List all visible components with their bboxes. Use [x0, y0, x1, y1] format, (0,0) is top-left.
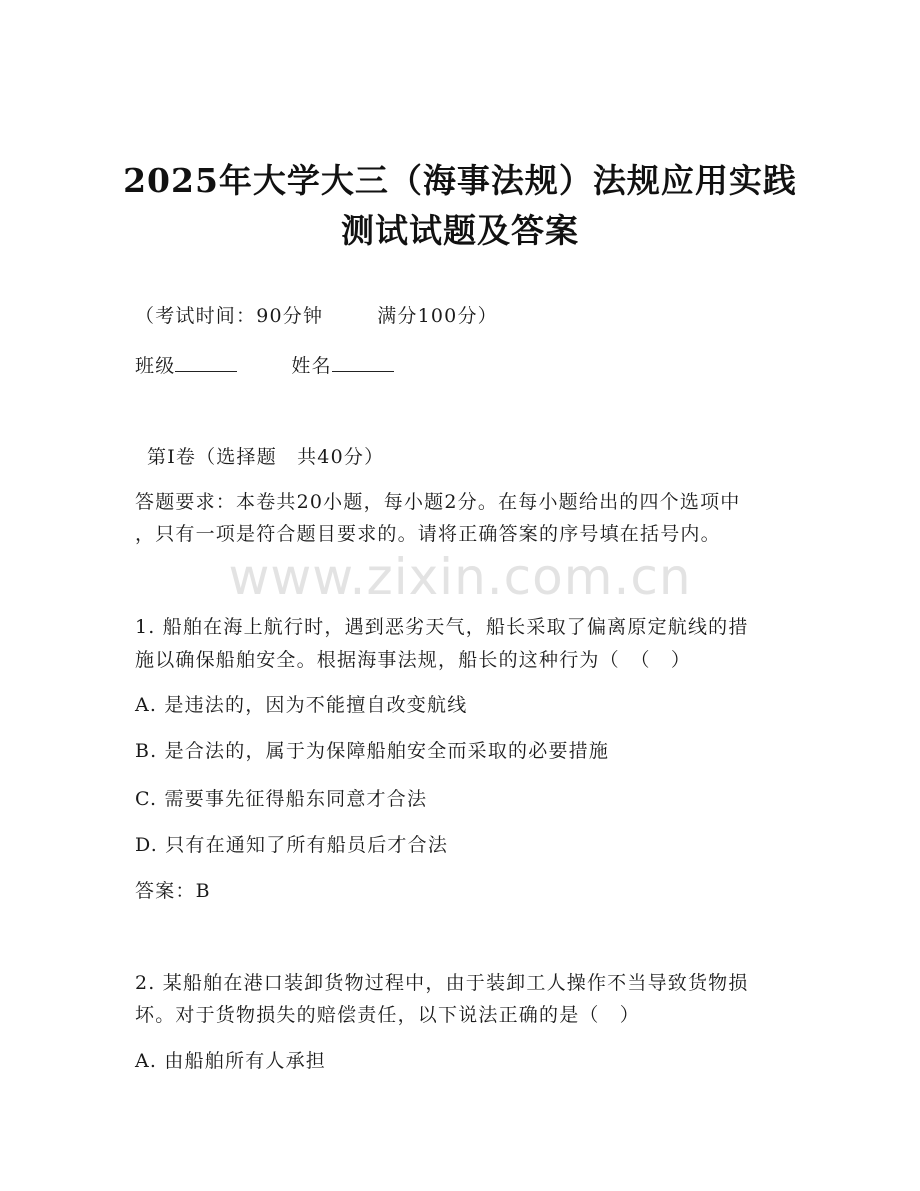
class-label: 班级 [135, 355, 176, 377]
question-1-stem-line-2: 施以确保船舶安全。根据海事法规，船长的这种行为（ （ ） [135, 649, 692, 671]
question-1-answer: 答案：B [135, 880, 211, 902]
question-2-option-a: A. 由船舶所有人承担 [135, 1050, 327, 1072]
exam-info [135, 301, 498, 328]
question-2-stem-line-1: 2. 某船舶在港口装卸货物过程中，由于装卸工人操作不当导致货物损 [135, 972, 749, 994]
question-1-option-c: C. 需要事先征得船东同意才合法 [135, 788, 428, 810]
requirement-line-2: ，只有一项是符合题目要求的。请将正确答案的序号填在括号内。 [135, 523, 721, 545]
question-1-stem-line-1: 1. 船舶在海上航行时，遇到恶劣天气，船长采取了偏离原定航线的措 [135, 616, 749, 638]
name-label: 姓名 [291, 355, 332, 377]
section-heading: 第Ⅰ卷（选择题 共40分） [147, 446, 385, 468]
question-1-option-d: D. 只有在通知了所有船员后才合法 [135, 834, 449, 856]
exam-score: 满分100分） [377, 305, 498, 327]
document-title-line-1: 2025年大学大三（海事法规）法规应用实践 [123, 161, 797, 200]
name-blank [332, 353, 394, 372]
question-1-option-a: A. 是违法的，因为不能擅自改变航线 [135, 694, 468, 716]
requirement-line-1: 答题要求：本卷共20小题，每小题2分。在每小题给出的四个选项中 [135, 491, 741, 513]
class-blank [175, 353, 237, 372]
student-fields [135, 351, 394, 378]
question-1-option-b: B. 是合法的，属于为保障船舶安全而采取的必要措施 [135, 740, 610, 762]
document-title-line-2: 测试试题及答案 [341, 211, 579, 250]
question-2-stem-line-2: 坏。对于货物损失的赔偿责任，以下说法正确的是（ ） [135, 1004, 641, 1026]
watermark: www.zixin.com.cn [228, 548, 692, 606]
exam-time: （考试时间：90分钟 [135, 305, 324, 327]
